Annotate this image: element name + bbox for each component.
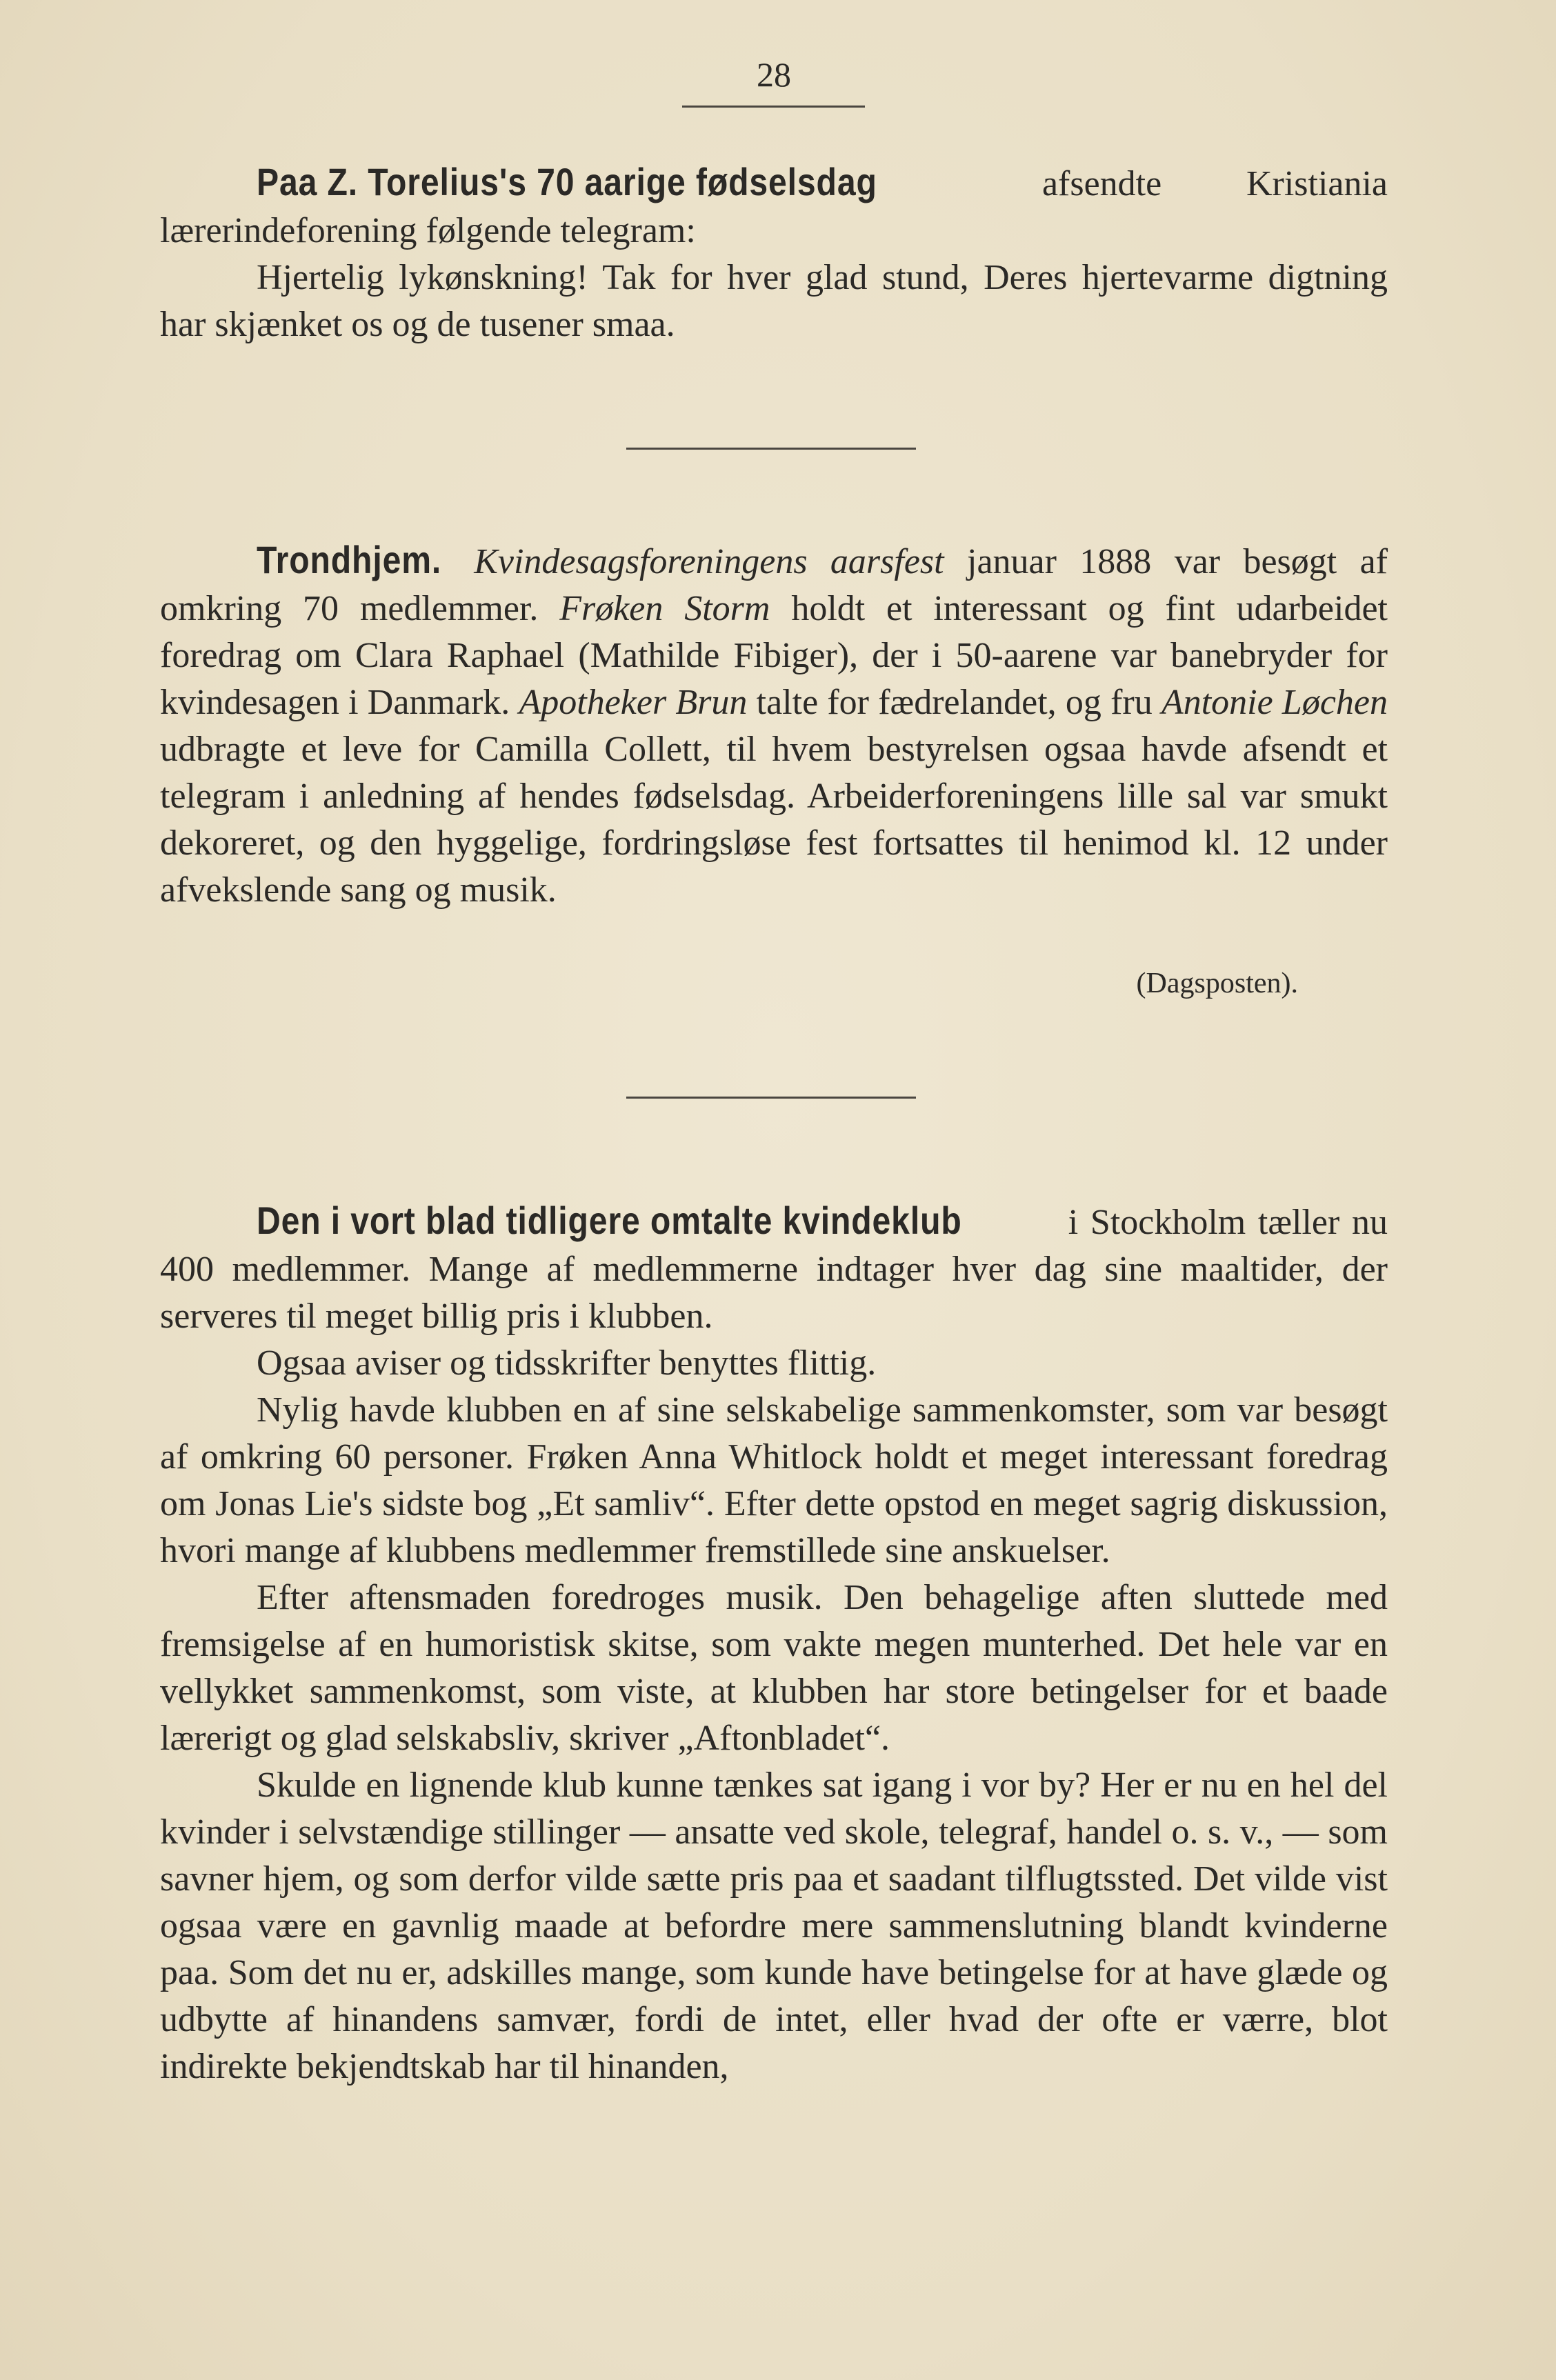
article-trondhjem xyxy=(160,537,1388,914)
article-heading: Den i vort blad tidligere omtalte kvindeklub xyxy=(257,1199,962,1242)
italic-text: Kvindesagsforeningens aarsfest xyxy=(474,542,944,581)
section-divider xyxy=(626,448,916,450)
italic-text: Frøken Storm xyxy=(559,589,770,628)
article-text: i Stockholm tæller nu 400 medlemmer. Mange af medlemmerne indtager hver dag sine maaltider, der serveres til meget billig pris i klubben. xyxy=(160,1203,1388,1336)
paragraph: Efter aftensmaden foredroges musik. Den behagelige aften sluttede med fremsigelse af en humoristisk skitse, som vakte megen munterhed. Det hele var en vellykket sammenkomst, som viste, at klubben har store betingelser for et baade lærerigt og glad selskabsliv, skriver „Aftonbladet“. xyxy=(160,1578,1388,1758)
header-rule xyxy=(682,106,865,108)
paragraph: Ogsaa aviser og tidsskrifter benyttes flittig. xyxy=(257,1343,877,1383)
article-text: talte for fædrelandet, og fru xyxy=(747,683,1161,722)
article-torelius-intro xyxy=(160,159,1388,254)
paragraph: Skulde en lignende klub kunne tænkes sat igang i vor by? Her er nu en hel del kvinder i selvstændige stillinger — ansatte ved skole, telegraf, handel o. s. v., — som savner hjem, og som derfor vilde sætte pris paa et saadant tilflugtssted. Det vilde vist ogsaa være en gavnlig maade at befordre mere sammenslutning blandt kvinderne paa. Som det nu er, adskilles mange, som kunde have betingelse for at have glæde og udbytte af hinandens samvær, fordi de intet, eller hvad der ofte er værre, blot indirekte bekjendtskab har til hinanden, xyxy=(160,1766,1388,2086)
article-torelius xyxy=(160,159,1388,348)
italic-text: Apotheker Brun xyxy=(519,683,748,722)
article-text: afsendte Kristiania lærerindeforening følgende telegram: xyxy=(160,164,1388,250)
article-heading: Trondhjem. xyxy=(257,538,442,581)
source-citation: (Dagsposten). xyxy=(1136,968,1298,999)
article-kvindeklub xyxy=(160,1197,1388,2090)
article-kvindeklub-intro xyxy=(160,1197,1388,1340)
italic-text: Antonie Løchen xyxy=(1161,683,1388,722)
article-trondhjem-text xyxy=(160,537,1388,914)
article-heading: Paa Z. Torelius's 70 aarige fødselsdag xyxy=(257,160,877,203)
page-number: 28 xyxy=(757,55,791,94)
article-text: udbragte et leve for Camilla Collett, til hvem bestyrelsen ogsaa havde afsendt et telegram i anledning af hendes fødselsdag. Arbeiderforeningens lille sal var smukt dekoreret, og den hyggelige, fordringsløse fest fortsattes til henimod kl. 12 under afvekslende sang og musik. xyxy=(160,730,1388,910)
telegram-text: Hjertelig lykønskning! Tak for hver glad stund, Deres hjertevarme digtning har skjænket os og de tusener smaa. xyxy=(160,258,1388,344)
section-divider xyxy=(626,1097,916,1099)
paragraph: Nylig havde klubben en af sine selskabelige sammenkomster, som var besøgt af omkring 60 personer. Frøken Anna Whitlock holdt et meget interessant foredrag om Jonas Lie's sidste bog „Et samliv“. Efter dette opstod en meget sagrig diskussion, hvori mange af klubbens medlemmer fremstillede sine anskuelser. xyxy=(160,1390,1388,1570)
article-text: januar 1888 var besøgt af omkring 70 medlemmer. xyxy=(160,542,1388,628)
article-text: holdt et interessant og fint udarbeidet foredrag om Clara Raphael (Mathilde Fibiger), der i 50-aarene var banebryder for kvindesagen i Danmark. xyxy=(160,589,1388,722)
